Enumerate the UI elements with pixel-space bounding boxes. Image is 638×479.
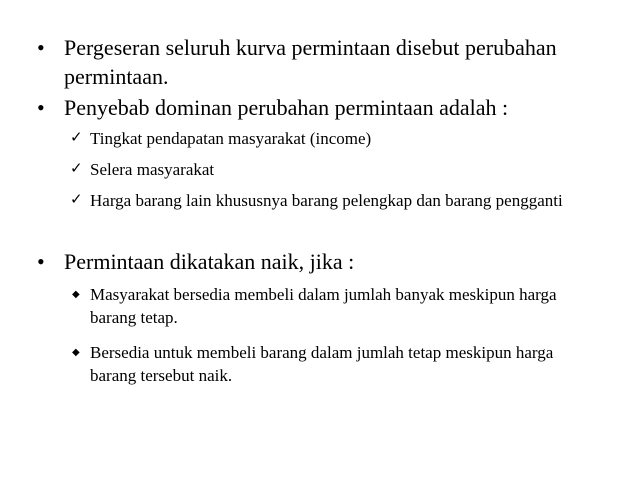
bullet-dot-icon: • [37, 249, 45, 274]
condition-text: Masyarakat bersedia membeli dalam jumlah banyak meskipun harga barang tetap. [90, 285, 557, 327]
bullet-text: Pergeseran seluruh kurva permintaan disebut perubahan permintaan. [64, 35, 557, 89]
checkmark-icon: ✓ [70, 161, 83, 177]
bullet-dot-icon: • [37, 95, 45, 120]
cause-text: Tingkat pendapatan masyarakat (income) [90, 129, 372, 148]
bullet-dominant-causes [37, 93, 597, 122]
bullet-text: Permintaan dikatakan naik, jika : [64, 249, 355, 274]
diamond-bullet-icon: ◆ [72, 347, 80, 358]
bullet-text: Penyebab dominan perubahan permintaan adalah : [64, 95, 509, 120]
cause-related-goods-price [70, 189, 600, 212]
cause-taste [70, 158, 600, 181]
cause-text: Harga barang lain khususnya barang pelengkap dan barang pengganti [90, 191, 563, 210]
bullet-dot-icon: • [37, 35, 45, 60]
bullet-demand-change-definition [37, 33, 597, 91]
bullet-demand-increase [37, 247, 597, 276]
condition-text: Bersedia untuk membeli barang dalam jumlah tetap meskipun harga barang tersebut naik. [90, 343, 554, 385]
condition-buy-same-higher-price [70, 341, 600, 387]
checkmark-icon: ✓ [70, 130, 83, 146]
cause-text: Selera masyarakat [90, 160, 215, 179]
diamond-bullet-icon: ◆ [72, 289, 80, 300]
condition-buy-more-same-price [70, 283, 600, 329]
cause-income [70, 127, 600, 150]
checkmark-icon: ✓ [70, 192, 83, 208]
